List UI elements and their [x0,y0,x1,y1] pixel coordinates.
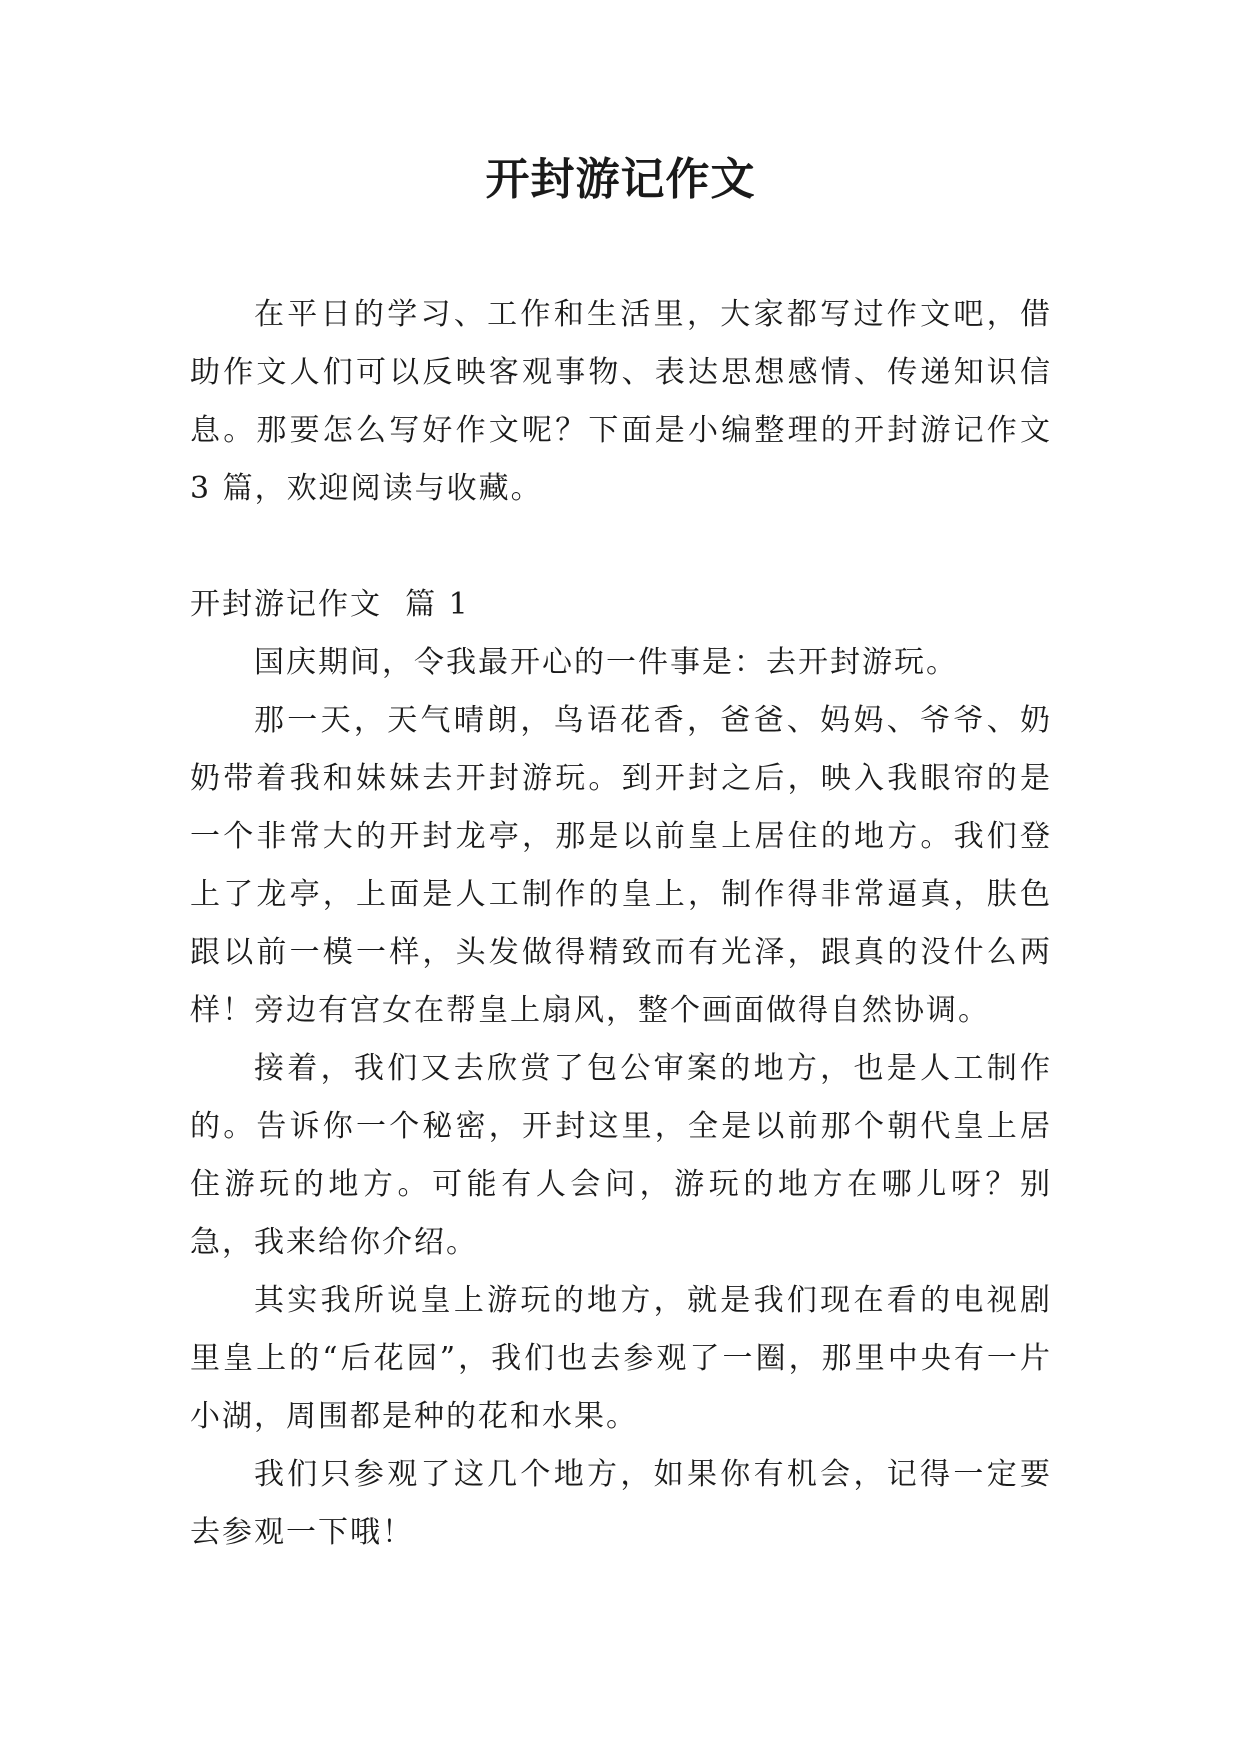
body-paragraph-5: 我们只参观了这几个地方，如果你有机会，记得一定要去参观一下哦！ [190,1457,1052,1550]
body-paragraph-3: 接着，我们又去欣赏了包公审案的地方，也是人工制作的。告诉你一个秘密，开封这里，全是以前那个朝代皇上居住游玩的地方。可能有人会问，游玩的地方在哪儿呀？别急，我来给你介绍。 [190,1051,1052,1260]
intro-paragraph: 在平日的学习、工作和生活里，大家都写过作文吧，借助作文人们可以反映客观事物、表达思想感情、传递知识信息。那要怎么写好作文呢？下面是小编整理的开封游记作文 3 篇，欢迎阅读与收藏。 [190,297,1052,506]
body-paragraph-2: 那一天，天气晴朗，鸟语花香，爸爸、妈妈、爷爷、奶奶带着我和妹妹去开封游玩。到开封之后，映入我眼帘的是一个非常大的开封龙亭，那是以前皇上居住的地方。我们登上了龙亭，上面是人工制作的皇上，制作得非常逼真，肤色跟以前一模一样，头发做得精致而有光泽，跟真的没什么两样！旁边有宫女在帮皇上扇风，整个画面做得自然协调。 [190,703,1052,1028]
document-title: 开封游记作文 [485,154,756,205]
section-heading: 开封游记作文 篇 1 [190,587,470,622]
body-paragraph-1: 国庆期间，令我最开心的一件事是：去开封游玩。 [254,645,958,680]
document-body [190,286,1052,1562]
body-paragraph-4: 其实我所说皇上游玩的地方，就是我们现在看的电视剧里皇上的“后花园”，我们也去参观了一圈，那里中央有一片小湖，周围都是种的花和水果。 [190,1283,1052,1434]
